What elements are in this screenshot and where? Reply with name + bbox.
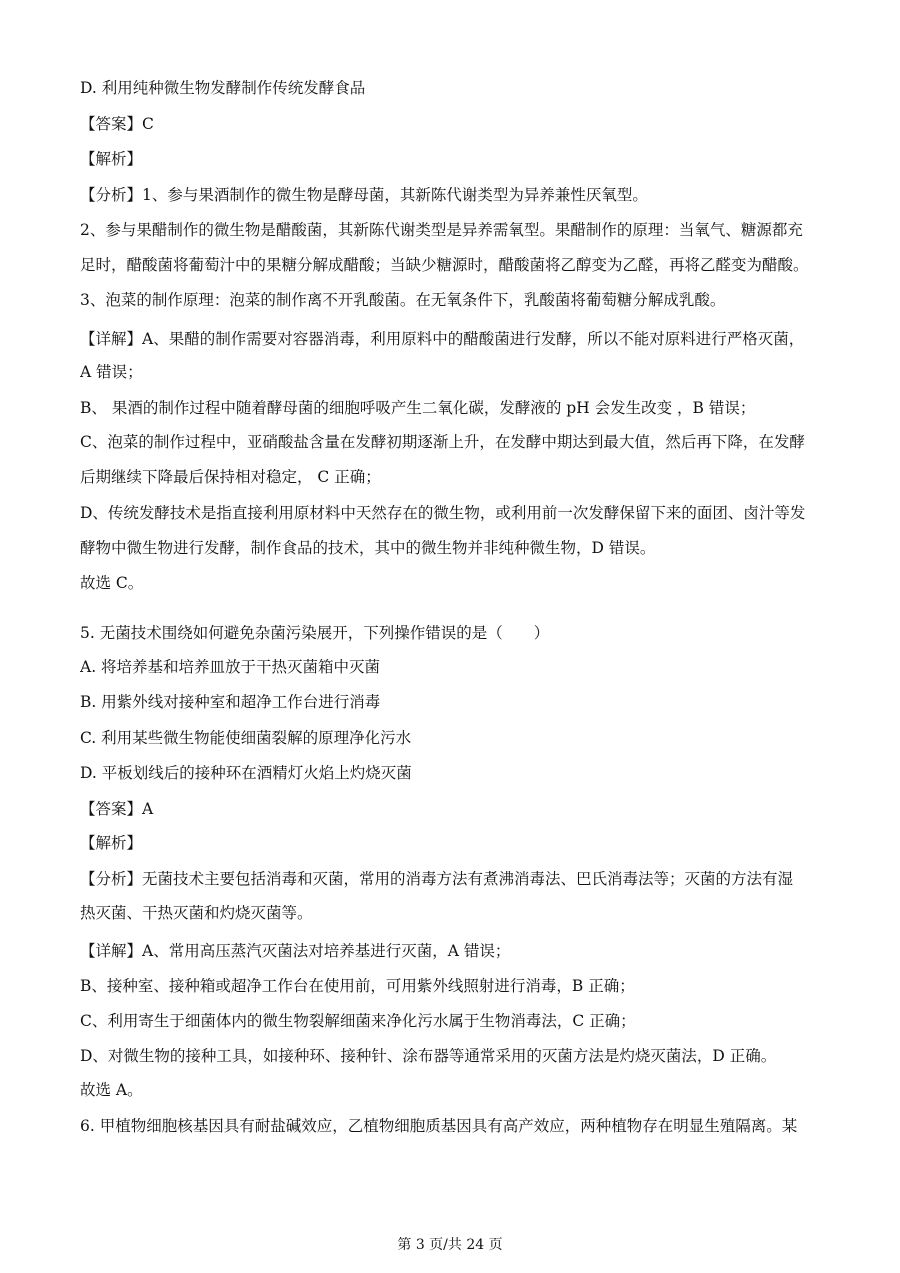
text-line: C、泡菜的制作过程中，亚硝酸盐含量在发酵初期逐渐上升，在发酵中期达到最大值，然后再下降，在发酵 bbox=[80, 433, 805, 451]
text-line: B、 果酒的制作过程中随着酵母菌的细胞呼吸产生二氧化碳，发酵液的 pH 会发生改变 ，B 错误； bbox=[80, 399, 756, 417]
text-line: B、接种室、接种箱或超净工作台在使用前，可用紫外线照射进行消毒，B 正确； bbox=[80, 977, 635, 995]
option-c: C. 利用某些微生物能使细菌裂解的原理净化污水 bbox=[80, 729, 412, 747]
text-line: D. 利用纯种微生物发酵制作传统发酵食品 bbox=[80, 79, 366, 97]
text-line: 【解析】 bbox=[80, 834, 143, 852]
text-line: D、对微生物的接种工具，如接种环、接种针、涂布器等通常采用的灭菌方法是灼烧灭菌法，D 正确。 bbox=[80, 1047, 777, 1065]
text-line: 【详解】A、常用高压蒸汽灭菌法对培养基进行灭菌，A 错误； bbox=[80, 942, 511, 960]
page-number: 第 3 页/共 24 页 bbox=[397, 1237, 503, 1253]
option-a: A. 将培养基和培养皿放于干热灭菌箱中灭菌 bbox=[80, 658, 381, 676]
question-stem: 6. 甲植物细胞核基因具有耐盐碱效应，乙植物细胞质基因具有高产效应，两种植物存在明显生殖隔离。某 bbox=[80, 1117, 798, 1135]
text-line: 热灭菌、干热灭菌和灼烧灭菌等。 bbox=[80, 904, 313, 922]
text-line: 【答案】A bbox=[80, 800, 154, 818]
text-line: D、传统发酵技术是指直接利用原材料中天然存在的微生物，或利用前一次发酵保留下来的面团、卤汁等发 bbox=[80, 504, 806, 522]
text-line: 【答案】C bbox=[80, 115, 154, 133]
option-d: D. 平板划线后的接种环在酒精灯火焰上灼烧灭菌 bbox=[80, 764, 412, 782]
text-line: A 错误； bbox=[80, 363, 143, 381]
option-b: B. 用紫外线对接种室和超净工作台进行消毒 bbox=[80, 693, 381, 711]
text-line: 酵物中微生物进行发酵，制作食品的技术，其中的微生物并非纯种微生物，D 错误。 bbox=[80, 539, 656, 557]
text-line: 3、泡菜的制作原理：泡菜的制作离不开乳酸菌。在无氧条件下，乳酸菌将葡萄糖分解成乳酸。 bbox=[80, 291, 726, 309]
text-line: 故选 C。 bbox=[80, 574, 144, 592]
text-line: 2、参与果醋制作的微生物是醋酸菌，其新陈代谢类型是异养需氧型。果醋制作的原理：当氧气、糖源都充 bbox=[80, 221, 803, 239]
text-line: 【分析】无菌技术主要包括消毒和灭菌，常用的消毒方法有煮沸消毒法、巴氏消毒法等；灭菌的方法有湿 bbox=[80, 870, 794, 888]
text-line: 【解析】 bbox=[80, 150, 143, 168]
text-line: 【分析】1、参与果酒制作的微生物是酵母菌，其新陈代谢类型为异养兼性厌氧型。 bbox=[80, 186, 648, 204]
question-stem: 5. 无菌技术围绕如何避免杂菌污染展开，下列操作错误的是（ ） bbox=[80, 624, 550, 642]
text-line: 后期继续下降最后保持相对稳定， C 正确； bbox=[80, 468, 381, 486]
text-line: C、利用寄生于细菌体内的微生物裂解细菌来净化污水属于生物消毒法，C 正确； bbox=[80, 1012, 636, 1030]
text-line: 故选 A。 bbox=[80, 1081, 143, 1099]
text-line: 【详解】A、果醋的制作需要对容器消毒，利用原料中的醋酸菌进行发酵，所以不能对原料进行严格灭菌， bbox=[80, 330, 805, 348]
text-line: 足时，醋酸菌将葡萄汁中的果糖分解成醋酸；当缺少糖源时，醋酸菌将乙醇变为乙醛，再将乙醛变为醋酸。 bbox=[80, 256, 809, 274]
